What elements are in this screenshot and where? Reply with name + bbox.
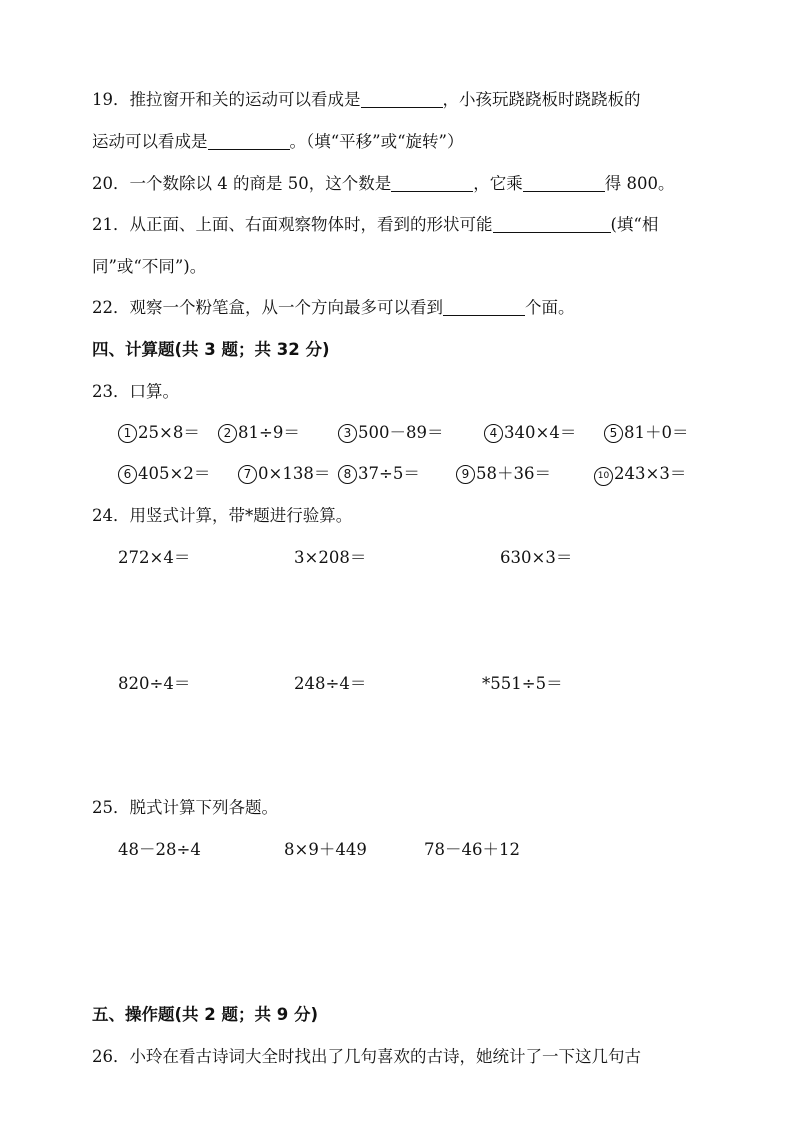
oral-item: 2 81÷9＝: [218, 419, 300, 443]
oral-item: 7 0×138＝: [238, 460, 330, 484]
answer-blank[interactable]: [523, 173, 605, 192]
section-5-title: 五、操作题(共 2 题；共 9 分): [92, 1005, 319, 1024]
oral-item: 4 340×4＝: [484, 419, 576, 443]
step-calc-item: 8×9＋449: [284, 840, 367, 859]
question-24: 24．用竖式计算，带*题进行验算。: [92, 506, 353, 525]
circled-number: 2: [218, 424, 237, 443]
circled-number: 9: [456, 465, 475, 484]
question-21: 21．从正面、上面、右面观察物体时，看到的形状可能 (填“相: [92, 215, 659, 234]
circled-number: 7: [238, 465, 257, 484]
circled-number: 10: [594, 467, 613, 486]
oral-item: 3 500－89＝: [338, 419, 444, 443]
oral-item: 5 81＋0＝: [604, 419, 689, 443]
question-number: 23．: [92, 382, 130, 401]
circled-number: 4: [484, 424, 503, 443]
question-23: 23．口算。: [92, 382, 179, 401]
circled-number: 8: [338, 465, 357, 484]
answer-blank[interactable]: [443, 297, 525, 316]
vertical-calc-item: 248÷4＝: [294, 674, 367, 693]
vertical-calc-item: *551÷5＝: [482, 674, 563, 693]
circled-number: 6: [118, 465, 137, 484]
circled-number: 3: [338, 424, 357, 443]
question-25: 25．脱式计算下列各题。: [92, 798, 278, 817]
question-number: 24．: [92, 506, 130, 525]
question-number: 20．: [92, 174, 130, 193]
question-number: 19．: [92, 90, 130, 109]
oral-item: 10 243×3＝: [594, 460, 686, 486]
question-19-cont: 运动可以看成是 。（填“平移”或“旋转”）: [92, 132, 464, 151]
oral-item: 1 25×8＝: [118, 419, 200, 443]
step-calc-item: 48－28÷4: [118, 840, 201, 859]
question-20: 20．一个数除以 4 的商是 50，这个数是 ，它乘 得 800。: [92, 174, 675, 193]
question-21-cont: 同”或“不同”)。: [92, 257, 207, 276]
answer-blank[interactable]: [493, 214, 611, 233]
oral-item: 8 37÷5＝: [338, 460, 420, 484]
answer-blank[interactable]: [361, 89, 443, 108]
oral-item: 9 58＋36＝: [456, 460, 551, 484]
answer-blank[interactable]: [391, 173, 473, 192]
vertical-calc-item: 820÷4＝: [118, 674, 191, 693]
vertical-calc-item: 630×3＝: [500, 548, 573, 567]
question-26: 26．小玲在看古诗词大全时找出了几句喜欢的古诗，她统计了一下这几句古: [92, 1047, 641, 1066]
question-number: 21．: [92, 215, 130, 234]
circled-number: 1: [118, 424, 137, 443]
question-19: 19．推拉窗开和关的运动可以看成是 ，小孩玩跷跷板时跷跷板的: [92, 90, 641, 109]
circled-number: 5: [604, 424, 623, 443]
oral-item: 6 405×2＝: [118, 460, 210, 484]
question-number: 26．: [92, 1047, 130, 1066]
vertical-calc-item: 272×4＝: [118, 548, 191, 567]
question-22: 22．观察一个粉笔盒，从一个方向最多可以看到 个面。: [92, 298, 575, 317]
section-4-title: 四、计算题(共 3 题；共 32 分): [92, 340, 330, 359]
question-number: 22．: [92, 298, 130, 317]
step-calc-item: 78－46＋12: [424, 840, 520, 859]
vertical-calc-item: 3×208＝: [294, 548, 367, 567]
question-number: 25．: [92, 798, 130, 817]
answer-blank[interactable]: [208, 131, 290, 150]
